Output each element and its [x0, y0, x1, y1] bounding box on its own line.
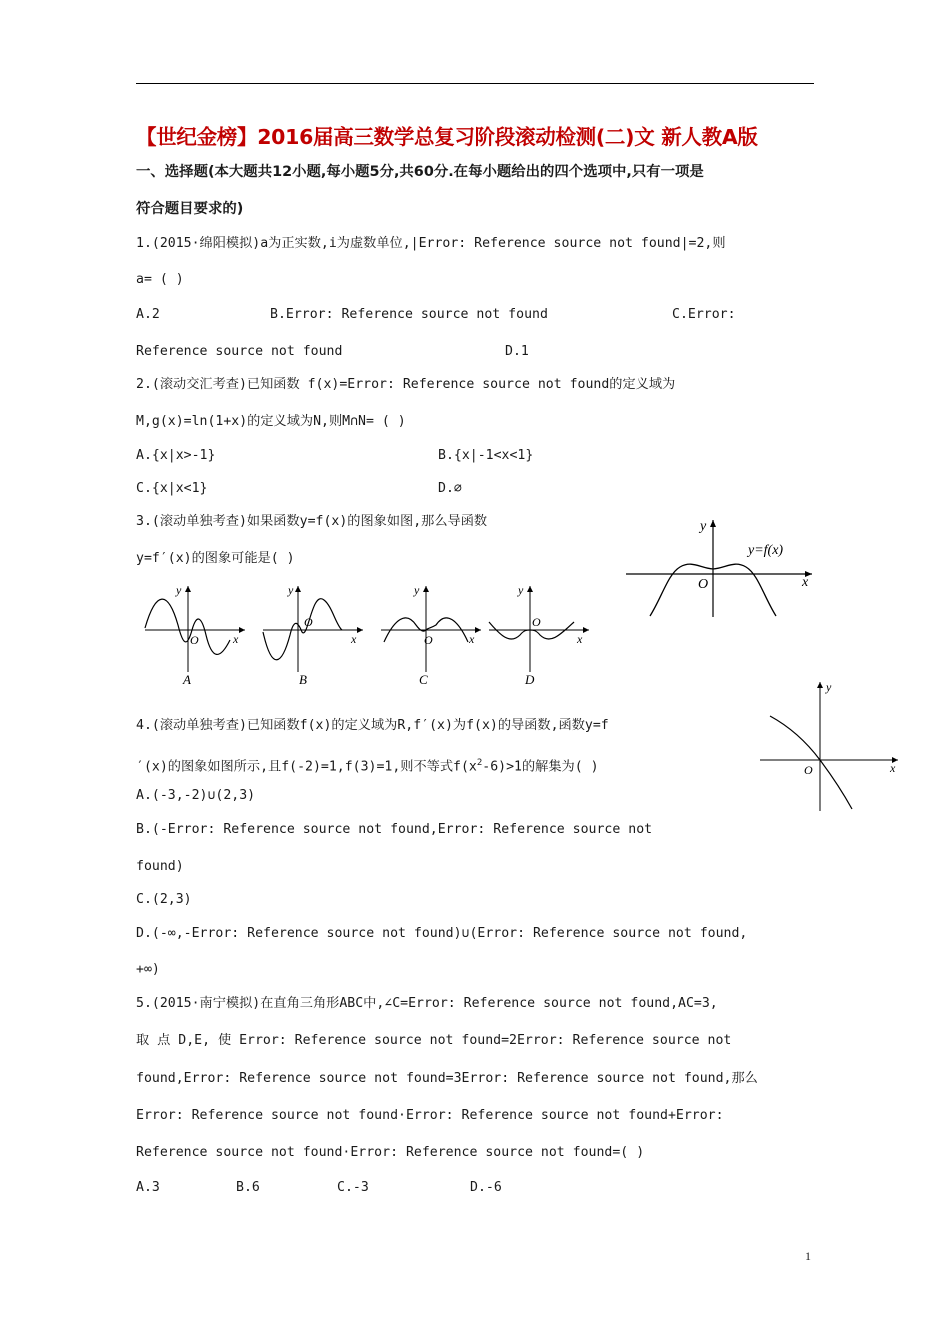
- q4-option-a: A.(-3,-2)∪(2,3): [136, 788, 256, 803]
- q3-b-o: O: [304, 615, 313, 629]
- q3-main-curve-label: y=f(x): [748, 543, 784, 558]
- q3-stem: 3.(滚动单独考查)如果函数y=f(x)的图象如图,那么导函数: [136, 514, 488, 529]
- q4-option-d: D.(-∞,-Error: Reference source not found)∪(Error: Reference source not found,: [136, 926, 748, 941]
- q1-stem: 1.(2015·绵阳模拟)a为正实数,i为虚数单位,|Error: Reference source not found|=2,则: [136, 236, 726, 251]
- q4-x-label: x: [890, 761, 896, 775]
- q5-option-d: D.-6: [470, 1180, 502, 1195]
- q4-derivative-graph: [752, 676, 912, 816]
- q4-option-b-cont: found): [136, 859, 184, 874]
- q3-stem-cont: y=f′(x)的图象可能是( ): [136, 551, 295, 566]
- q3-a-y: y: [176, 583, 182, 597]
- q5-stem-line4: Error: Reference source not found·Error: Reference source not found+Error:: [136, 1108, 724, 1123]
- q4-stem-cont: ′(x)的图象如图所示,且f(-2)=1,f(3)=1,则不等式$f(x^2-6)>1$的解集为( ): [136, 758, 599, 775]
- page-number: 1: [805, 1249, 811, 1263]
- q3-main-origin-label: O: [698, 577, 709, 592]
- q3-option-b-graph: [258, 580, 378, 690]
- q3-a-x: x: [233, 632, 239, 646]
- q3-option-a-graph: [140, 580, 260, 690]
- q3-main-graph: [620, 512, 820, 622]
- q3-b-letter: B: [299, 672, 307, 687]
- q1-option-c-cont: Reference source not found: [136, 344, 343, 359]
- q4-option-d-cont: +∞): [136, 962, 160, 977]
- q1-option-d: D.1: [505, 344, 529, 359]
- q1-stem-cont: a= ( ): [136, 272, 184, 287]
- q3-a-letter: A: [183, 672, 191, 687]
- q1-option-a: A.2: [136, 307, 160, 322]
- q4-option-b: B.(-Error: Reference source not found,Error: Reference source not: [136, 822, 653, 837]
- q3-main-y-label: y: [700, 519, 707, 534]
- q5-option-a: A.3: [136, 1180, 160, 1195]
- page-title: 【世纪金榜】2016届高三数学总复习阶段滚动检测(二)文 新人教A版: [136, 125, 758, 149]
- q3-d-x: x: [577, 632, 583, 646]
- q4-origin-label: O: [804, 763, 813, 777]
- q3-c-letter: C: [419, 672, 428, 687]
- q3-c-o: O: [424, 633, 433, 647]
- section-heading-cont: 符合题目要求的): [136, 201, 244, 217]
- q2-option-b: B.{x|-1<x<1}: [438, 448, 534, 463]
- q3-option-c-graph: [376, 580, 496, 690]
- header-rule: [136, 83, 814, 84]
- q3-a-o: O: [190, 633, 199, 647]
- q4-stem: 4.(滚动单独考查)已知函数f(x)的定义域为R,f′(x)为f(x)的导函数,函数y=f: [136, 718, 609, 733]
- q3-d-y: y: [518, 583, 524, 597]
- q2-option-c: C.{x|x<1}: [136, 481, 208, 496]
- q2-stem-cont: M,g(x)=ln(1+x)的定义域为N,则M∩N= ( ): [136, 414, 406, 429]
- q3-main-x-label: x: [802, 575, 809, 590]
- q5-option-c: C.-3: [337, 1180, 369, 1195]
- q5-stem-line3: found,Error: Reference source not found=3Error: Reference source not found,那么: [136, 1071, 758, 1086]
- q4-option-c: C.(2,3): [136, 892, 192, 907]
- q2-option-d: D.∅: [438, 481, 462, 496]
- q2-option-a: A.{x|x>-1}: [136, 448, 216, 463]
- q5-option-b: B.6: [236, 1180, 260, 1195]
- q3-d-letter: D: [525, 672, 535, 687]
- q3-d-o: O: [532, 615, 541, 629]
- q5-stem-line2: 取 点 D,E, 使 Error: Reference source not found=2Error: Reference source not: [136, 1033, 732, 1048]
- q3-b-y: y: [288, 583, 294, 597]
- section-heading: 一、选择题(本大题共12小题,每小题5分,共60分.在每小题给出的四个选项中,只有一项是: [136, 164, 704, 180]
- q1-option-b: B.Error: Reference source not found: [270, 307, 548, 322]
- q3-c-x: x: [469, 632, 475, 646]
- q3-option-d-graph: [484, 580, 604, 690]
- q3-b-x: x: [351, 632, 357, 646]
- q2-stem: 2.(滚动交汇考查)已知函数 f(x)=Error: Reference source not found的定义域为: [136, 377, 676, 392]
- q5-stem-line5: Reference source not found·Error: Reference source not found=( ): [136, 1145, 645, 1160]
- q5-stem: 5.(2015·南宁模拟)在直角三角形ABC中,∠C=Error: Reference source not found,AC=3,: [136, 996, 718, 1011]
- q1-option-c: C.Error:: [672, 307, 736, 322]
- q3-c-y: y: [414, 583, 420, 597]
- q4-y-label: y: [826, 680, 832, 694]
